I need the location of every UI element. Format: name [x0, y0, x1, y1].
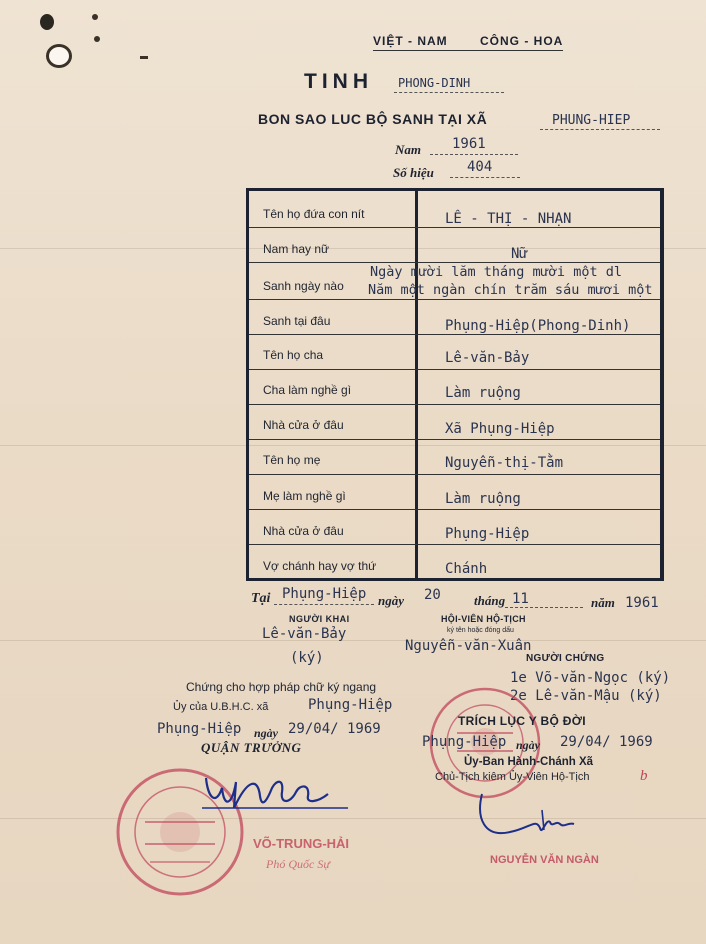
year-value: 1961	[452, 136, 486, 152]
month-label: tháng	[474, 593, 506, 608]
birth-date-line-1: Ngày mười lăm tháng mười một dl	[370, 264, 622, 280]
official-name: Nguyễn-văn-Xuân	[405, 638, 532, 654]
table-row	[249, 474, 660, 510]
row-value: Xã Phụng-Hiệp	[445, 421, 555, 437]
district-chief-signature	[198, 758, 358, 818]
row-label: Tên họ mẹ	[263, 453, 321, 467]
day-value: 20	[424, 587, 441, 603]
certify-line-2-prefix: Ủy của U.B.H.C. xã	[173, 701, 269, 713]
province-value: PHONG-DINH	[398, 76, 471, 90]
ink-spot	[92, 14, 98, 20]
extract-title: TRÍCH LỤC Y BỘ ĐỜI	[458, 714, 586, 728]
row-value: Làm ruộng	[445, 385, 521, 401]
extract-day-label: ngày	[516, 738, 540, 752]
extract-date: 29/04/ 1969	[560, 734, 653, 750]
certify-commune-value: Phụng-Hiệp	[308, 697, 393, 713]
row-value: Nữ	[511, 246, 528, 262]
serial-label: Số hiệu	[393, 165, 434, 180]
year-record-label: năm	[591, 595, 615, 610]
birth-register-table	[246, 188, 664, 581]
district-stamp-title: Phó Quốc Sự	[266, 857, 330, 871]
year-label: Nam	[395, 142, 421, 157]
serial-underline	[450, 177, 520, 178]
declarant-label: NGƯỜI KHAI	[289, 614, 350, 624]
serial-value: 404	[467, 159, 493, 175]
commune-signer-name: NGUYỄN VĂN NGÀN	[490, 854, 599, 866]
punch-hole	[46, 44, 72, 68]
witness-2: 2e Lê-văn-Mậu (ký)	[510, 688, 662, 704]
province-underline	[394, 92, 504, 93]
row-value: Làm ruộng	[445, 491, 521, 507]
row-label: Sanh ngày nào	[263, 279, 344, 293]
extract-role: Chủ-Tịch kiêm Ủy-Viên Hộ-Tịch	[435, 771, 590, 783]
province-label: TINH	[304, 70, 373, 93]
month-value: 11	[512, 591, 529, 607]
commune-underline	[540, 129, 660, 130]
table-row	[249, 334, 660, 370]
place-label: Tại	[251, 591, 271, 606]
year-record-value: 1961	[625, 595, 659, 611]
row-label: Vợ chánh hay vợ thứ	[263, 559, 377, 573]
row-label: Nam hay nữ	[263, 242, 330, 256]
row-label: Cha làm nghề gì	[263, 383, 352, 397]
row-value: Lê-văn-Bảy	[445, 350, 530, 366]
ink-spot	[94, 36, 100, 42]
row-value: Chánh	[445, 561, 488, 577]
witness-label: NGƯỜI CHỨNG	[526, 653, 605, 664]
commune-value: PHUNG-HIEP	[552, 113, 631, 128]
witness-1: 1e Võ-văn-Ngọc (ký)	[510, 670, 671, 686]
birth-date-line-2: Năm một ngàn chín trăm sáu mươi một	[368, 282, 653, 298]
row-value: Nguyễn-thị-Tằm	[445, 455, 564, 471]
certify-place: Phụng-Hiệp	[157, 721, 242, 737]
table-row	[249, 191, 660, 227]
district-stamp-name: VÕ-TRUNG-HẢI	[253, 836, 350, 851]
table-row	[249, 544, 660, 582]
row-value: LÊ - THỊ - NHẠN	[445, 211, 572, 227]
certify-line-1: Chứng cho hợp pháp chữ ký ngang	[186, 680, 377, 694]
row-value: Phụng-Hiệp(Phong-Dinh)	[445, 318, 631, 334]
month-underline	[505, 607, 583, 608]
row-label: Nhà cửa ở đâu	[263, 418, 344, 432]
declarant-signed: (ký)	[290, 650, 324, 666]
row-label: Nhà cửa ở đâu	[263, 524, 344, 538]
row-label: Tên họ đứa con nít	[263, 207, 365, 221]
extract-place: Phụng-Hiệp	[422, 734, 507, 750]
country-name-left: VIỆT - NAM	[373, 34, 448, 48]
table-row	[249, 439, 660, 475]
certify-date: 29/04/ 1969	[288, 721, 381, 737]
day-label: ngày	[378, 593, 404, 608]
country-name-right: CÔNG - HOA	[480, 34, 564, 48]
table-row	[249, 227, 660, 263]
red-mark: b	[640, 768, 648, 784]
extract-committee: Ủy-Ban Hành-Chánh Xã	[464, 756, 594, 768]
table-row	[249, 369, 660, 405]
official-label: HỘI-VIÊN HỘ-TỊCH	[441, 614, 526, 624]
row-label: Tên họ cha	[263, 348, 324, 362]
official-subtitle: ký tên hoặc đóng dấu	[447, 627, 514, 634]
fold-line	[0, 640, 706, 641]
row-label: Mẹ làm nghề gì	[263, 489, 346, 503]
document-subtitle: BON SAO LUC BỘ SANH TẠI XÃ	[258, 111, 488, 127]
certify-title: QUẬN TRƯỞNG	[201, 740, 302, 755]
table-row	[249, 299, 660, 335]
punch-hole	[40, 14, 54, 30]
certify-day-label: ngày	[254, 726, 278, 740]
table-row	[249, 509, 660, 545]
place-value: Phụng-Hiệp	[282, 586, 367, 602]
place-underline	[274, 604, 374, 605]
header-underline	[373, 50, 563, 51]
declarant-name: Lê-văn-Bảy	[262, 626, 347, 642]
table-row	[249, 404, 660, 440]
row-label: Sanh tại đâu	[263, 314, 331, 328]
ink-spot	[140, 56, 148, 59]
year-underline	[430, 154, 518, 155]
row-value: Phụng-Hiệp	[445, 526, 530, 542]
commune-chief-signature	[470, 788, 610, 848]
